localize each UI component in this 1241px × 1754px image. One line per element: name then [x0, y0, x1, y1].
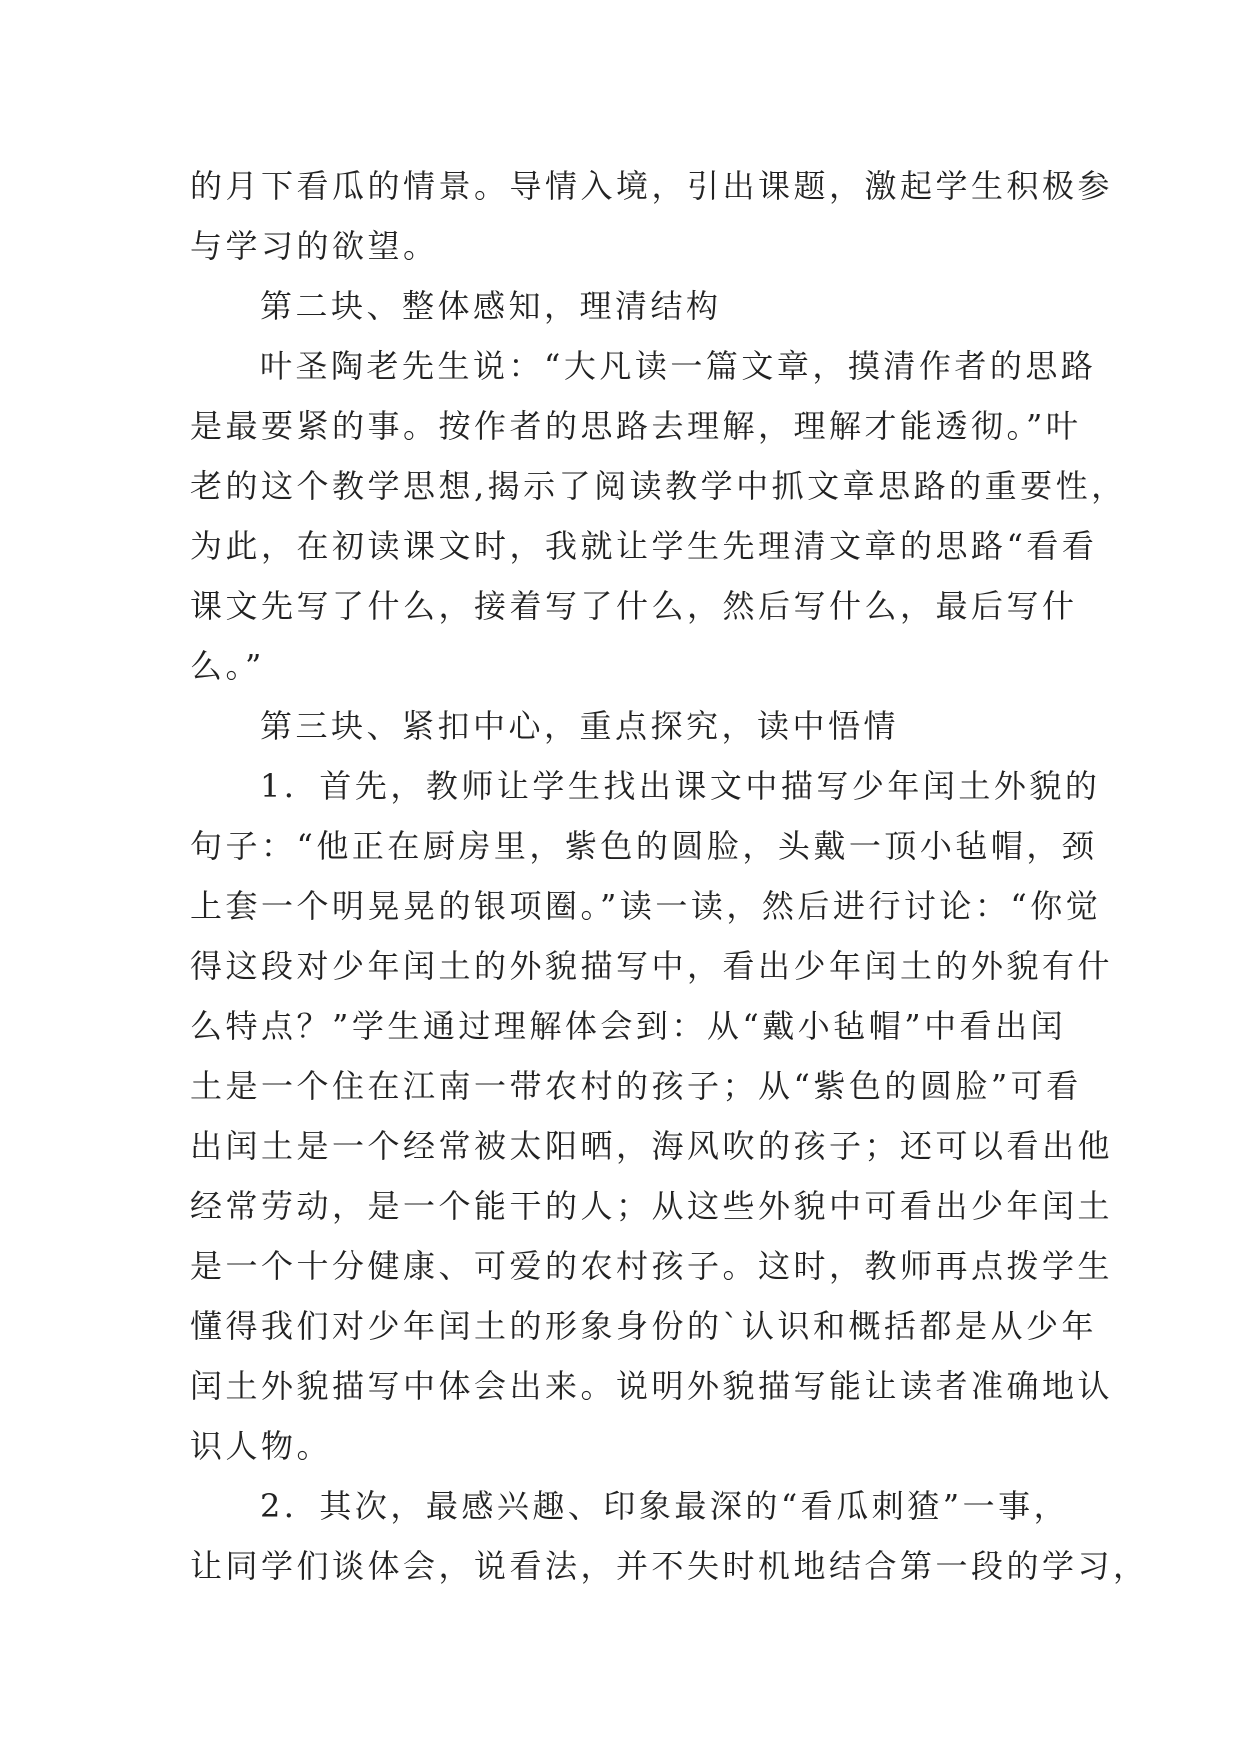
- text-line: 土是一个住在江南一带农村的孩子；从“紫色的圆脸”可看: [190, 1067, 1082, 1105]
- text-line: 得这段对少年闰土的外貌描写中，看出少年闰土的外貌有什: [190, 947, 1114, 985]
- text-line: 么。”: [190, 647, 265, 685]
- text-line: 句子：“他正在厨房里，紫色的圆脸，头戴一顶小毡帽，颈: [190, 827, 1098, 865]
- text-line: 课文先写了什么，接着写了什么，然后写什么，最后写什: [190, 587, 1078, 625]
- text-line: 1．首先，教师让学生找出课文中描写少年闰土外貌的: [260, 767, 1101, 805]
- text-line: 叶圣陶老先生说：“大凡读一篇文章，摸清作者的思路: [260, 347, 1097, 385]
- text-line: 是最要紧的事。按作者的思路去理解，理解才能透彻。”叶: [190, 407, 1082, 445]
- text-line: 是一个十分健康、可爱的农村孩子。这时，教师再点拨学生: [190, 1247, 1114, 1285]
- text-line: 让同学们谈体会，说看法，并不失时机地结合第一段的学习，: [190, 1547, 1149, 1585]
- text-line: 上套一个明晃晃的银项圈。”读一读，然后进行讨论：“你觉: [190, 887, 1102, 925]
- text-line: 经常劳动，是一个能干的人；从这些外貌中可看出少年闰土: [190, 1187, 1114, 1225]
- text-line: 的月下看瓜的情景。导情入境，引出课题，激起学生积极参: [190, 167, 1114, 205]
- text-line: 出闰土是一个经常被太阳晒，海风吹的孩子；还可以看出他: [190, 1127, 1114, 1165]
- text-line: 2．其次，最感兴趣、印象最深的“看瓜刺猹”一事，: [260, 1487, 1070, 1525]
- body-text: [190, 156, 1149, 1596]
- text-line: 识人物。: [190, 1427, 333, 1465]
- text-line: 与学习的欲望。: [190, 227, 439, 265]
- section-heading: 第三块、紧扣中心，重点探究，读中悟情: [260, 707, 900, 745]
- section-heading: 第二块、整体感知，理清结构: [260, 287, 722, 325]
- text-line: 闰土外貌描写中体会出来。说明外貌描写能让读者准确地认: [190, 1367, 1114, 1405]
- text-line: 么特点？”学生通过理解体会到：从“戴小毡帽”中看出闰: [190, 1007, 1067, 1045]
- text-line: 老的这个教学思想,揭示了阅读教学中抓文章思路的重要性，: [190, 467, 1127, 505]
- text-line: 为此，在初读课文时，我就让学生先理清文章的思路“看看: [190, 527, 1098, 565]
- text-line: 懂得我们对少年闰土的形象身份的`认识和概括都是从少年: [190, 1307, 1098, 1345]
